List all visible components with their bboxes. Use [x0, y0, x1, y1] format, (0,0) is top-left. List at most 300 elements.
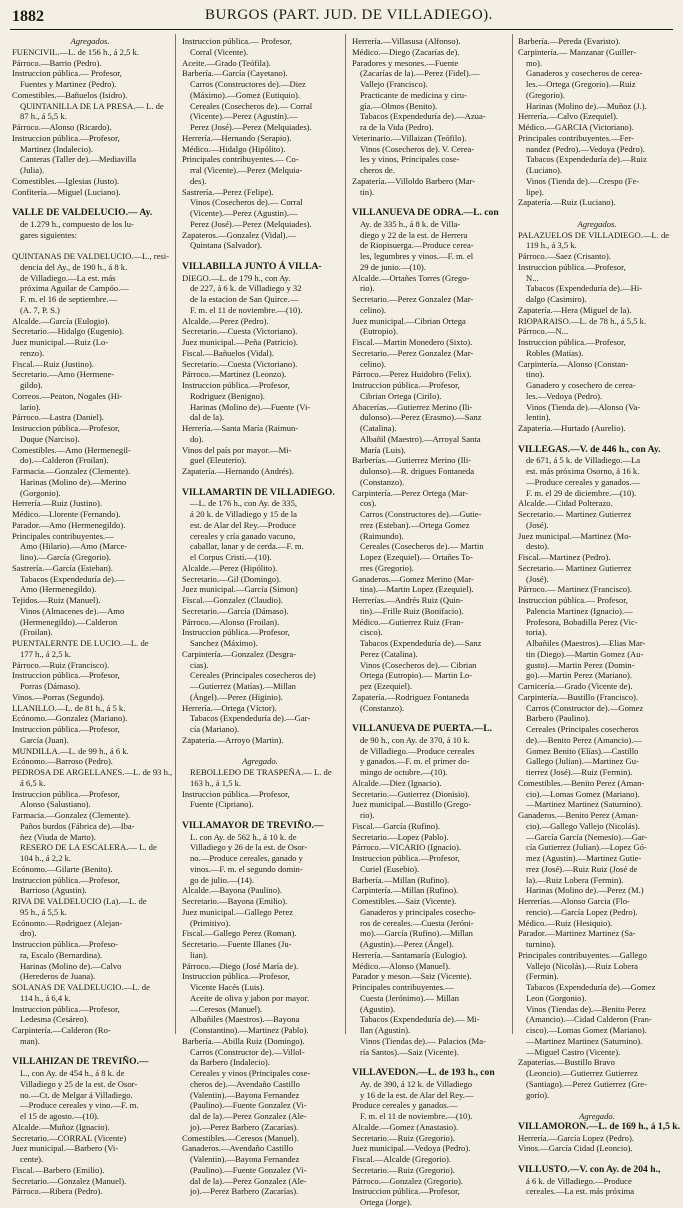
entry-line: de 90 h., con Ay. de 370, á 10 k.	[360, 734, 470, 745]
entry-line: (Fermin).	[526, 971, 559, 982]
entry-line: Párroco.—Perez Huidobro (Felix).	[352, 369, 472, 380]
entry-line: cía Gutierrez (Julian).—Lopez Gó-	[526, 842, 647, 853]
entry-line: Principales contribuyentes.—Gallego	[518, 949, 647, 960]
entry-line: cos).	[360, 498, 377, 509]
entry-line: Correos.—Peaton, Nogales (Hi-	[12, 390, 123, 401]
entry-line: (Paulino).—Fuente Gonzalez (Vi-	[190, 1164, 307, 1175]
entry-line: no.—Ct. de Melgar á Villadiego.	[20, 1089, 133, 1100]
entry-line: Alcalde.—Diez (Ignacio).	[352, 777, 442, 788]
entry-line: Juez municipal.—Barbero (Vi-	[12, 1143, 119, 1154]
entry-line: de Riopisuerga.—Produce cerea-	[360, 240, 474, 251]
entry-line: Secretario.—CORRAL (Vicente)	[12, 1132, 127, 1143]
entry-line: Zapaterías.—Bustillo Bravo	[518, 1057, 615, 1068]
entry-line: Cereales (Cosecheros de).— Martin	[360, 541, 484, 552]
hamlet-heading: RIVA DE VALDELUCIO (La).—L. de	[12, 896, 147, 906]
hamlet-heading: LLANILLO.—L. de 81 h., á 5 k.	[12, 702, 126, 713]
entry-line: (Primitivo).	[190, 917, 231, 928]
entry-line: Herrería.—Villasusa (Alfonso).	[352, 36, 461, 46]
entry-line: Juez municipal.—García (Simon)	[182, 584, 298, 595]
entry-line: Barrioso (Agustin).	[20, 885, 87, 896]
entry-line: Ganaderos.—Avendaño Castillo	[182, 1143, 294, 1154]
section-heading: Agregados.	[70, 36, 110, 46]
entry-line: des).	[190, 175, 207, 186]
entry-line: do).	[190, 433, 204, 444]
entry-line: Secretario.—Lopez (Pablo).	[352, 831, 449, 842]
entry-line: de Villadiego.—Produce cereales	[360, 745, 475, 756]
entry-line: Carnicería.—Grado (Vicente de).	[518, 681, 633, 691]
place-heading: VILLANUEVA DE PUERTA.—L.	[352, 723, 493, 734]
entry-line: María (Luis).	[360, 444, 406, 455]
entry-line: Fiscal.—Martin Monedero (Sixto).	[352, 337, 473, 347]
entry-line: Instruccion pública.—Profesor,	[352, 853, 460, 863]
section-heading: Agregado.	[579, 1111, 615, 1121]
entry-line: Párroco.—Ribera (Pedro).	[12, 1186, 103, 1197]
entry-line: gares siguientes:	[20, 229, 78, 240]
entry-line: lino).—García (Gregorio).	[20, 552, 111, 562]
entry-line: Secretario.—Cuesta (Victoriano).	[182, 358, 298, 369]
entry-line: nandez (Pedro).—Vedoya (Pedro).	[526, 143, 645, 154]
entry-line: Tabacos (Expendeduría de).—Gomez	[526, 982, 656, 992]
entry-line: (Constantino).—Martinez (Pablo).	[190, 1025, 309, 1035]
entry-line: tino).	[526, 369, 545, 380]
entry-line: Ganaderos.—Gomez Merino (Mar-	[352, 573, 474, 584]
entry-line: Párroco.—VICARIO (Ignacio).	[352, 842, 462, 853]
entry-line: Tejidos.—Ruiz (Manuel).	[12, 595, 101, 605]
entry-line: de Villadiego.—La est. más	[20, 272, 116, 283]
entry-line: Villadiego y 26 de la est. de Osor-	[190, 842, 308, 853]
entry-line: go).—Martin Perez (Mariano).	[526, 670, 632, 681]
entry-line: Ganaderos y cosecheros de cerea-	[526, 68, 643, 79]
entry-line: 177 h., á 2,5 k.	[20, 648, 72, 659]
column-divider	[345, 34, 346, 1034]
entry-line: tina).—Martin Lopez (Ezequiel).	[360, 584, 474, 595]
entry-line: de 1.279 h., compuesto de los lu-	[20, 218, 134, 229]
entry-line: de).—Benito Perez (Amancio).—	[526, 734, 642, 745]
entry-line: Cuesta (Jerónimo).— Millan	[360, 992, 460, 1003]
entry-line: Martinez (Indalecio).	[20, 143, 94, 154]
entry-line: Comestibles.—Saiz (Vicente).	[352, 896, 457, 906]
entry-line: 114 h., á 6,4 k.	[20, 992, 71, 1003]
entry-line: pez (Ezequiel).	[360, 681, 413, 691]
entry-line: Curiel (Eusebio).	[360, 863, 420, 874]
entry-line: Herrería.—Ortega (Víctor).	[182, 702, 277, 713]
entry-line: (Catalina).	[360, 423, 397, 433]
entry-line: do).—Calderon (Froilan).	[20, 455, 109, 466]
entry-line: Fiscal.—Gonzalez (Claudio).	[182, 595, 283, 605]
spacer	[12, 240, 168, 251]
entry-line: Secretario.—García (Dámaso).	[182, 605, 289, 616]
entry-line: Parador.—Amo (Hermenegildo).	[12, 519, 126, 530]
entry-line: F. m. el 11 de noviembre.—(10).	[360, 1111, 473, 1121]
entry-line: Secretario.—Gutierrez (Dionisio).	[352, 788, 470, 799]
entry-line: Herrerías.—Andrés Ruiz (Quin-	[352, 595, 463, 605]
entry-line: Carpintería.—Bustillo (Francisco).	[518, 691, 639, 702]
entry-line: Herrería.—Hernando (Serapio).	[182, 132, 292, 143]
entry-line: Leon (Gorgonio).	[526, 992, 587, 1003]
entry-line: Instruccion pública.—Profesor,	[12, 132, 120, 143]
entry-line: Zapatería.—Rodriguez Fontaneda	[352, 691, 469, 702]
entry-line: N...	[526, 272, 539, 283]
entry-line: 119 h., á 3,5 k.	[526, 240, 577, 251]
entry-line: Cereales (Cosecheros de).— Corral	[190, 100, 313, 111]
hamlet-heading: FUENCIVIL.—L. de 156 h., á 2,5 k.	[12, 46, 139, 57]
entry-line: —Miguel Castro (Vicente).	[526, 1046, 621, 1057]
entry-line: Ecónomo.—Barroso (Pedro).	[12, 756, 113, 767]
entry-line: cisco).—Lomas Gomez (Mariano).	[526, 1025, 647, 1035]
entry-line: Ledesma (Cesáreo).	[20, 1014, 89, 1025]
text-column-1	[12, 36, 173, 1197]
entry-line: Alonso (Salustiano).	[20, 799, 91, 810]
entry-line: les y vinos, Principales cose-	[360, 154, 460, 165]
entry-line: Alcalde.—Bayona (Paulino).	[182, 885, 282, 896]
page-header	[0, 0, 683, 24]
entry-line: Vallejo (Francisco).	[360, 79, 428, 89]
entry-line: —Produce cereales y ganados.—	[526, 476, 641, 487]
entry-line: Vinos.—García Cidad (Leoncio).	[518, 1143, 633, 1154]
entry-line: Instruccion pública.— Profesor,	[518, 595, 628, 605]
entry-line: (Luciano).	[526, 165, 563, 175]
entry-line: el Corpus Cristi.—(10).	[190, 552, 272, 562]
entry-line: (Eutropio).	[360, 326, 398, 337]
entry-line: gía.—Olmos (Benito).	[360, 100, 438, 111]
entry-line: Zapatería.—Arroyo (Martin).	[182, 734, 284, 745]
entry-line: Médico.—Llorente (Fernando).	[12, 509, 121, 519]
entry-line: Herrería.—Santa María (Raimun-	[182, 423, 299, 433]
entry-line: Porras (Dámaso).	[20, 681, 81, 691]
entry-line: Perez (José).—Perez (Melquiades).	[190, 218, 312, 229]
spacer	[182, 477, 338, 488]
entry-line: mingo de octubre.—(10).	[360, 767, 448, 777]
entry-line: —Ceresos (Manuel).	[190, 1003, 263, 1014]
entry-line: —L. de 176 h., con Ay. de 335,	[190, 498, 298, 509]
entry-line: rio).	[360, 810, 375, 820]
entry-line: Párroco.—Alonso (Froilan).	[182, 616, 280, 627]
entry-line: (Herederos de Juana).	[20, 971, 96, 982]
entry-line: Lopez (Ezequiel).— Ortañes To-	[360, 552, 473, 562]
entry-line: á 20 k. de Villadiego y 15 de la	[190, 509, 297, 519]
entry-line: rral (Vicente).—Perez (Melquia-	[190, 165, 303, 175]
entry-line: Instruccion pública.—Profesor,	[12, 423, 120, 433]
entry-line: Párroco.—Saez (Crisanto).	[518, 251, 611, 261]
entry-line: Cereales (Principales cosecheros	[526, 724, 639, 734]
entry-line: cias).	[190, 659, 209, 670]
place-heading: VILLAHIZAN DE TREVIÑO.—	[12, 1056, 149, 1068]
entry-line: Párroco.—Gonzalez (Gregorio).	[352, 1175, 463, 1186]
entry-line: Herrería.—Ruiz (Justino).	[12, 498, 102, 509]
entry-line: Fiscal.—García (Rufino).	[352, 820, 441, 831]
entry-line: rrez (Esteban).—Ortega Gomez	[360, 519, 470, 530]
entry-line: Ganaderos.—Benito Perez (Aman-	[518, 810, 639, 820]
entry-line: Ecónomo.—Gonzalez (Mariano).	[12, 713, 128, 724]
entry-line: Vinos (Cosecheros de).— Corral	[190, 197, 303, 208]
place-heading: VILLANUEVA DE ODRA.—L. con	[352, 207, 499, 218]
entry-line: Ecónomo.—Rodriguez (Alejan-	[12, 917, 123, 928]
entry-line: Albañil (Maestro).—Arroyal Santa	[360, 433, 481, 444]
entry-line: Ay. de 390, á 12 k. de Villadiego	[360, 1078, 473, 1089]
entry-line: Instruccion pública.—Profesor,	[12, 874, 120, 885]
entry-line: Fiscal.—Ruiz (Justino).	[12, 358, 94, 369]
entry-line: gildo).	[20, 380, 43, 390]
entry-line: Perez (Catalina).	[360, 648, 418, 659]
entry-line: Amo (Hermenegildo).	[20, 584, 97, 595]
entry-line: (Paulino).—Fuente Gonzalez (Vi-	[190, 1100, 307, 1111]
entry-line: dulonso).—R. drigues Fontaneda	[360, 466, 475, 476]
entry-line: Instruccion pública.—Profesor,	[12, 788, 120, 799]
entry-line: y 16 de la est. de Alar del Rey.—	[360, 1089, 474, 1100]
entry-line: rio).	[360, 283, 375, 294]
entry-line: renzo).	[20, 347, 45, 358]
entry-line: (Gregorio).	[526, 89, 565, 100]
entry-line: Herrerías.—Alonso Garcia (Flo-	[518, 896, 630, 906]
entry-line: Harinas (Molino de).—Fuente (Vi-	[190, 401, 311, 412]
entry-line: rrez (José).—Ruiz Ruiz (José de	[526, 863, 638, 874]
entry-line: Herrería.—Calvo (Ezequiel).	[518, 111, 618, 122]
entry-line: Cereales (Principales cosecheros de)	[190, 670, 316, 681]
entry-line: (Agustin).	[360, 1003, 396, 1014]
entry-line: Instruccion pública.—Profesor,	[352, 380, 460, 390]
entry-line: Amo (Hilario).—Amo (Marce-	[20, 541, 128, 552]
entry-line: Alcalde.—Perez (Hipólito).	[182, 562, 278, 573]
entry-line: (José).	[526, 519, 549, 530]
entry-line: Veterinario.—Villaizan (Teófilo).	[352, 132, 467, 143]
entry-line: Barberías.—Gutierrez Merino (Ili-	[352, 455, 472, 466]
hamlet-heading: PALAZUELOS DE VILLADIEGO.—L. de	[518, 229, 670, 240]
entry-line: dencia del Ay., de 190 h., á 8 k.	[20, 261, 128, 272]
entry-line: RESERO DE LA ESCALERA.— L. de	[20, 842, 157, 853]
hamlet-heading: MUNDILLA.—L. de 99 h., á 6 k.	[12, 745, 129, 756]
entry-line: QUINTANILLA DE LA PRESA.— L. de	[20, 100, 164, 111]
place-heading: VILLUSTO.—V. con Ay. de 204 h.,	[518, 1163, 661, 1175]
entry-line: Instruccion pública.—Profesor,	[352, 1186, 460, 1197]
entry-line: Secretario.—Fuente Illanes (Ju-	[182, 939, 292, 949]
entry-line: Tabacos (Expendeduría de).—Hi-	[526, 283, 643, 294]
text-column-2	[182, 36, 338, 1197]
entry-line: Fuentes y Martinez (Pedro).	[20, 79, 117, 89]
text-column-4	[518, 36, 681, 1197]
entry-line: Juez municipal.—Cibrian Ortega	[352, 315, 466, 326]
entry-line: Juez municipal.—Gallego Perez	[182, 906, 293, 917]
entry-line: Alcalde.—Gomez (Anastasio).	[352, 1121, 459, 1132]
entry-line: Comestibles.—Bañuelos (Isidro).	[12, 89, 128, 100]
entry-line: de 671, á 5 k. de Villadiego.—La	[526, 455, 641, 466]
entry-line: Vinos (Almacenes de).—Amo	[20, 605, 125, 616]
entry-line: (Zacarías de la).—Perez (Fidel).—	[360, 68, 480, 79]
entry-line: Alcalde.—Cidad Polterazo.	[518, 498, 613, 509]
entry-line: Principales contribuyentes.—	[12, 530, 114, 541]
entry-line: Fuente (Cipriano).	[190, 799, 254, 810]
entry-line: L. con Ay. de 562 h., á 10 k. de	[190, 831, 297, 842]
entry-line: Sastrería.—Perez (Felipe).	[182, 186, 274, 197]
entry-line: Vinos (Tienda de).—Crespo (Fe-	[526, 175, 640, 186]
entry-line: Comestibles.—Ceresos (Manuel).	[182, 1132, 299, 1143]
entry-line: F. m. el 16 de septiembre.—	[20, 294, 118, 304]
entry-line: Vinos (Tiendas de).— Palacios (Ma-	[360, 1035, 486, 1046]
entry-line: de 227, á 6 k. de Villadiego y 32	[190, 283, 302, 294]
entry-line: á 6,5 k.	[20, 777, 46, 788]
entry-line: Carpintería.—Perez Ortega (Mar-	[352, 487, 469, 498]
entry-line: (Julia).	[20, 165, 45, 175]
entry-line: Secretario.—Gonzalez (Manuel).	[12, 1175, 127, 1186]
entry-line: dal de la).—Perez Gonzalez (Ale-	[190, 1111, 307, 1121]
header-rule	[10, 29, 673, 30]
entry-line: cio).—Gallego Vallejo (Nicolás).	[526, 820, 640, 831]
entry-line: —Produce cereales y vino.—F. m.	[20, 1100, 139, 1111]
entry-line: ros de cereales.—Cuesta (Jeróni-	[360, 917, 474, 928]
entry-line: Tabacos (Expendeduría de).—Azua-	[360, 111, 486, 122]
entry-line: Instruccion pública.—Profesor,	[182, 788, 290, 799]
entry-line: (Leoncio).—Gutierrez Gutierrez	[526, 1068, 638, 1078]
entry-line: Ortega (Jorge).	[360, 1197, 412, 1207]
entry-line: Alcalde.—García (Eulogio).	[12, 315, 110, 326]
entry-line: la).—Ruiz Lobera (Fermin).	[526, 874, 624, 885]
entry-line: llan (Agustin).	[360, 1025, 411, 1035]
entry-line: Albañiles (Maestros).—Elias Mar-	[526, 638, 646, 648]
entry-line: L., con Ay. de 454 h., á 8 k. de	[20, 1068, 125, 1078]
entry-line: cía (Mariano).	[190, 724, 240, 734]
entry-line: diego y 22 de la est. de Herrera	[360, 229, 468, 240]
spacer	[518, 208, 676, 219]
hamlet-heading: PUENTALERNTE DE LUCIO.—L. de	[12, 638, 149, 648]
section-heading: Agregados.	[577, 218, 617, 229]
entry-line: les.—Vedoya (Pedro).	[526, 390, 603, 401]
entry-line: dulonso).—Perez (Erasmo).—Sanz	[360, 412, 482, 423]
entry-line: (Vicente).—Perez (Agustin).—	[190, 208, 298, 218]
entry-line: desto).	[526, 541, 550, 552]
entry-line: Alcalde.—Muñoz (Ignacio).	[12, 1121, 110, 1132]
entry-line: Sanchez (Máximo).	[190, 638, 258, 648]
entry-line: —Martinez Martinez (Saturnino).	[526, 799, 643, 810]
entry-line: Vinos (Tiendas de).—Benito Perez	[526, 1003, 646, 1014]
entry-line: (Agustin).—Perez (Ángel).	[360, 939, 454, 949]
entry-line: Aceite de oliva y jabon por mayor.	[190, 992, 310, 1003]
entry-line: Secretario.—Gil (Domingo).	[182, 573, 282, 584]
entry-line: Secretario.—Perez Gonzalez (Mar-	[352, 294, 474, 304]
entry-line: Párroco.—Ruiz (Francisco).	[12, 659, 110, 670]
entry-line: Robles (Matías).	[526, 347, 584, 358]
entry-line: Ortega (Eutropio).— Martin Lo-	[360, 670, 473, 681]
entry-line: Instruccion pública.— Profesor,	[12, 68, 122, 79]
place-heading: VILLEGAS.—V. de 446 h., con Ay.	[518, 443, 661, 455]
entry-line: (Máximo).—Gomez (Eutiquio).	[190, 89, 301, 100]
entry-line: (Valentin).—Bayona Fernandez	[190, 1154, 300, 1164]
entry-line: (Amancio).—Cidad Calderon (Fran-	[526, 1014, 652, 1025]
entry-line: 87 h., á 5,5 k.	[20, 111, 67, 122]
entry-line: Párroco.—Diego (José María de).	[182, 960, 299, 971]
entry-line: dalgo (Casimiro).	[526, 294, 587, 304]
entry-line: Ay. de 335 h., á 8 k. de Villa-	[360, 218, 461, 229]
entry-line: celino).	[360, 304, 387, 315]
place-heading: VILLAMORON.—L. de 169 h., á 1,5 k.	[518, 1120, 681, 1132]
entry-line: mo).	[526, 57, 542, 68]
place-heading: VILLAMAYOR DE TREVIÑO.—	[182, 819, 324, 831]
entry-line: dal de la).—Perez Gonzalez (Ale-	[190, 1175, 307, 1186]
entry-line: Vinos (Cosecheros de). V. Cerea-	[360, 143, 475, 154]
entry-line: Tabacos (Expendeduría de).—Sanz	[360, 638, 482, 648]
entry-line: tin (Diego).—Martin Gomez (Au-	[526, 648, 644, 659]
entry-line: Herrería.—García Lopez (Pedro).	[518, 1132, 634, 1143]
entry-line: ñez (Viuda de Marto).	[20, 831, 96, 842]
entry-line: mo).—García (Rufino).—Millan	[360, 928, 473, 939]
entry-line: F. m. el 11 de noviembre.—(10).	[190, 304, 303, 315]
entry-line: Fiscal.—Martinez (Pedro).	[518, 552, 611, 562]
entry-line: Fiscal.—Alcalde (Gregorio).	[352, 1154, 452, 1164]
entry-line: Principales contribuyentes.—	[352, 982, 454, 992]
entry-line: Instruccion pública.—Profesor,	[182, 627, 290, 638]
entry-line: Párroco.—Lastra (Daniel).	[12, 412, 104, 423]
entry-line: —Martinez Martinez (Saturnino).	[526, 1035, 643, 1046]
entry-line: —García García (Nemesio).—Gar-	[526, 831, 648, 842]
entry-line: toria).	[526, 627, 547, 638]
entry-line: go de julio.—(14).	[190, 874, 254, 885]
entry-line: Carpintería.— Manzanar (Guiller-	[518, 46, 636, 57]
entry-line: Zapatería.—Villoldo Barbero (Mar-	[352, 175, 476, 186]
entry-line: Cereales y vinos (Principales cose-	[190, 1068, 311, 1078]
entry-line: cente).	[20, 1154, 44, 1164]
entry-line: Zapatería.—Hera (Miguel de la).	[518, 304, 632, 315]
entry-line: (Vicente).—Perez (Agustin).—	[190, 111, 298, 122]
section-heading: Agregado.	[242, 756, 278, 767]
entry-line: Cibrian Ortega (Cirilo).	[360, 390, 442, 401]
running-title: BURGOS (PART. JUD. DE VILLADIEGO).	[205, 7, 493, 23]
entry-line: da Barbero (Indalecio).	[190, 1057, 270, 1068]
entry-line: Párroco.—N...	[518, 326, 569, 337]
entry-line: Zapateros.—Gonzalez (Vidal).—	[182, 229, 297, 240]
entry-line: Profesora, Bobadilla Perez (Vic-	[526, 616, 638, 627]
entry-line: 163 h., á 1,5 k.	[190, 777, 242, 788]
entry-line: est. más próxima Osorno, á 16 k.	[526, 466, 640, 476]
entry-line: Comestibles.—Iglesias (Justo).	[12, 175, 120, 186]
hamlet-heading: QUINTANAS DE VALDELUCIO.—L., resi-	[12, 251, 170, 261]
entry-line: Principales contribuyentes.— Co-	[182, 154, 299, 165]
entry-line: Canteras (Taller de).—Mediavilla	[20, 154, 137, 165]
entry-line: F. m. el 29 de diciembre.—(10).	[526, 487, 637, 498]
entry-line: (Gorgonio).	[20, 487, 61, 498]
entry-line: Quintana (Salvador).	[190, 240, 263, 251]
entry-line: Aceite.—Grado (Teófila).	[182, 57, 271, 68]
entry-line: cisco).	[360, 627, 383, 638]
entry-line: (Raimundo).	[360, 530, 404, 541]
entry-line: Barbería.—Pereda (Evaristo).	[518, 36, 621, 46]
entry-line: Herrería.—Santamaría (Eulogio).	[352, 949, 468, 960]
entry-line: gusto).—Martin Perez (Domin-	[526, 659, 635, 670]
entry-line: Carpintería.—Alonso (Constan-	[518, 358, 629, 369]
entry-line: gorio).	[526, 1089, 550, 1100]
entry-line: Confitería.—Miguel (Luciano).	[12, 186, 121, 197]
entry-line: Instruccion pública.—Profesor,	[12, 724, 120, 734]
entry-line: cereales.—La est. más próxima	[526, 1186, 635, 1197]
entry-line: Instruccion pública.—Profeso-	[12, 939, 118, 949]
entry-line: Instruccion pública.—Profesor,	[518, 337, 626, 347]
entry-line: no.—Produce cereales, ganado y	[190, 853, 303, 863]
entry-line: Carpintería.—Calderon (Ro-	[12, 1025, 111, 1035]
entry-line: Vinos (Tienda de).—Alonso (Va-	[526, 401, 641, 412]
entry-line: Párroco.— Martinez (Francisco).	[518, 584, 633, 595]
entry-line: Harinas (Molino de).—Muñoz (J.).	[526, 100, 647, 111]
entry-line: (José).	[526, 573, 549, 584]
entry-line: les.—Ortega (Gregorio).—Ruiz	[526, 79, 636, 89]
entry-line: lipe).	[526, 186, 544, 197]
entry-line: Carpintería.—Millan (Rufino).	[352, 885, 459, 896]
entry-line: Carros (Constructores de).—Diez	[190, 79, 306, 89]
entry-line: Ganadero y cosechero de cerea-	[526, 380, 636, 390]
entry-line: Juez municipal.—Ruiz (Lo-	[12, 337, 109, 347]
entry-line: turnino).	[526, 939, 556, 949]
entry-line: Paradores y mesones.—Fuente	[352, 57, 459, 68]
entry-line: Farmacia.—Gonzalez (Clemente).	[12, 810, 131, 820]
entry-line: Médico.—Gutierrez Ruiz (Fran-	[352, 616, 464, 627]
entry-line: Secretario.—Cuesta (Victoriano).	[182, 326, 298, 337]
entry-line: cio).—Lomas Gomez (Mariano).	[526, 788, 640, 799]
